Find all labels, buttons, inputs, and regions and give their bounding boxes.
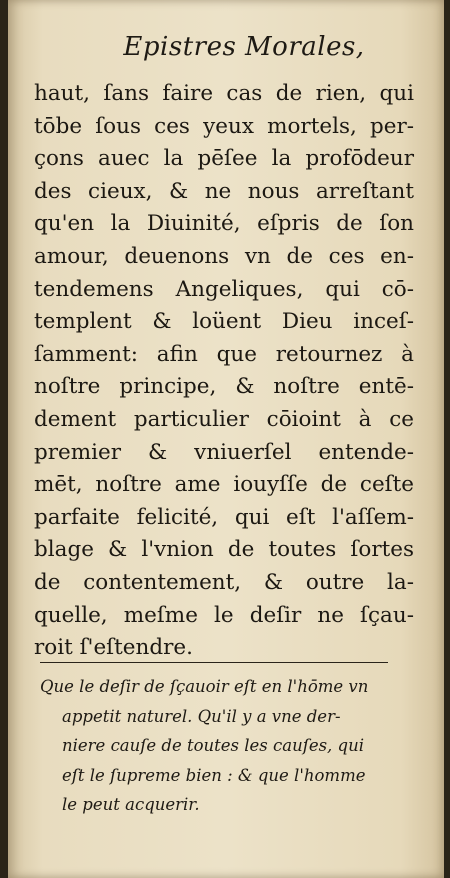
body-line: qu'en la Diuinité, eſpris de ſon bbox=[34, 211, 414, 237]
book-page bbox=[8, 0, 444, 878]
body-line: mēt, noſtre ame iouyſſe de ceſte bbox=[34, 472, 414, 498]
body-line: haut, ſans faire cas de rien, qui bbox=[34, 81, 414, 106]
body-line: tendemens Angeliques, qui cō- bbox=[34, 276, 414, 302]
summary-line: Que le deſir de ſçauoir eſt en l'hōme vn bbox=[40, 677, 369, 696]
body-line: premier & vniuerſel entende- bbox=[34, 439, 414, 465]
summary-line: eſt le ſupreme bien : & que l'homme bbox=[62, 765, 366, 785]
body-line: tōbe ſous ces yeux mortels, per- bbox=[34, 113, 414, 139]
body-line: ſamment: afin que retournez à bbox=[34, 341, 414, 367]
summary-line: appetit naturel. Qu'il y a vne der- bbox=[62, 706, 341, 726]
body-line: blage & l'vnion de toutes ſortes bbox=[34, 537, 414, 563]
body-line: de contentement, & outre la- bbox=[34, 569, 414, 595]
section-divider bbox=[40, 662, 388, 663]
running-head: Epistres Morales, bbox=[123, 32, 365, 62]
body-line: templent & loüent Dieu inceſ- bbox=[34, 309, 414, 335]
chapter-summary bbox=[40, 672, 400, 820]
body-line: quelle, meſme le deſir ne ſçau- bbox=[34, 602, 414, 628]
summary-line: niere cauſe de toutes les cauſes, qui bbox=[62, 736, 365, 755]
body-line: amour, deuenons vn de ces en- bbox=[34, 243, 414, 269]
body-line: çons auec la pēſee la profōdeur bbox=[34, 146, 414, 172]
body-line: noſtre principe, & noſtre entē- bbox=[34, 374, 414, 400]
summary-line: le peut acquerir. bbox=[62, 795, 200, 814]
body-line: parfaite felicité, qui eſt l'aſſem- bbox=[34, 504, 414, 530]
body-line: dement particulier cōioint à ce bbox=[34, 406, 414, 432]
body-text bbox=[34, 78, 414, 665]
body-line: des cieux, & ne nous arreſtant bbox=[34, 178, 414, 204]
body-line: roit ſ'eſtendre. bbox=[34, 635, 193, 661]
